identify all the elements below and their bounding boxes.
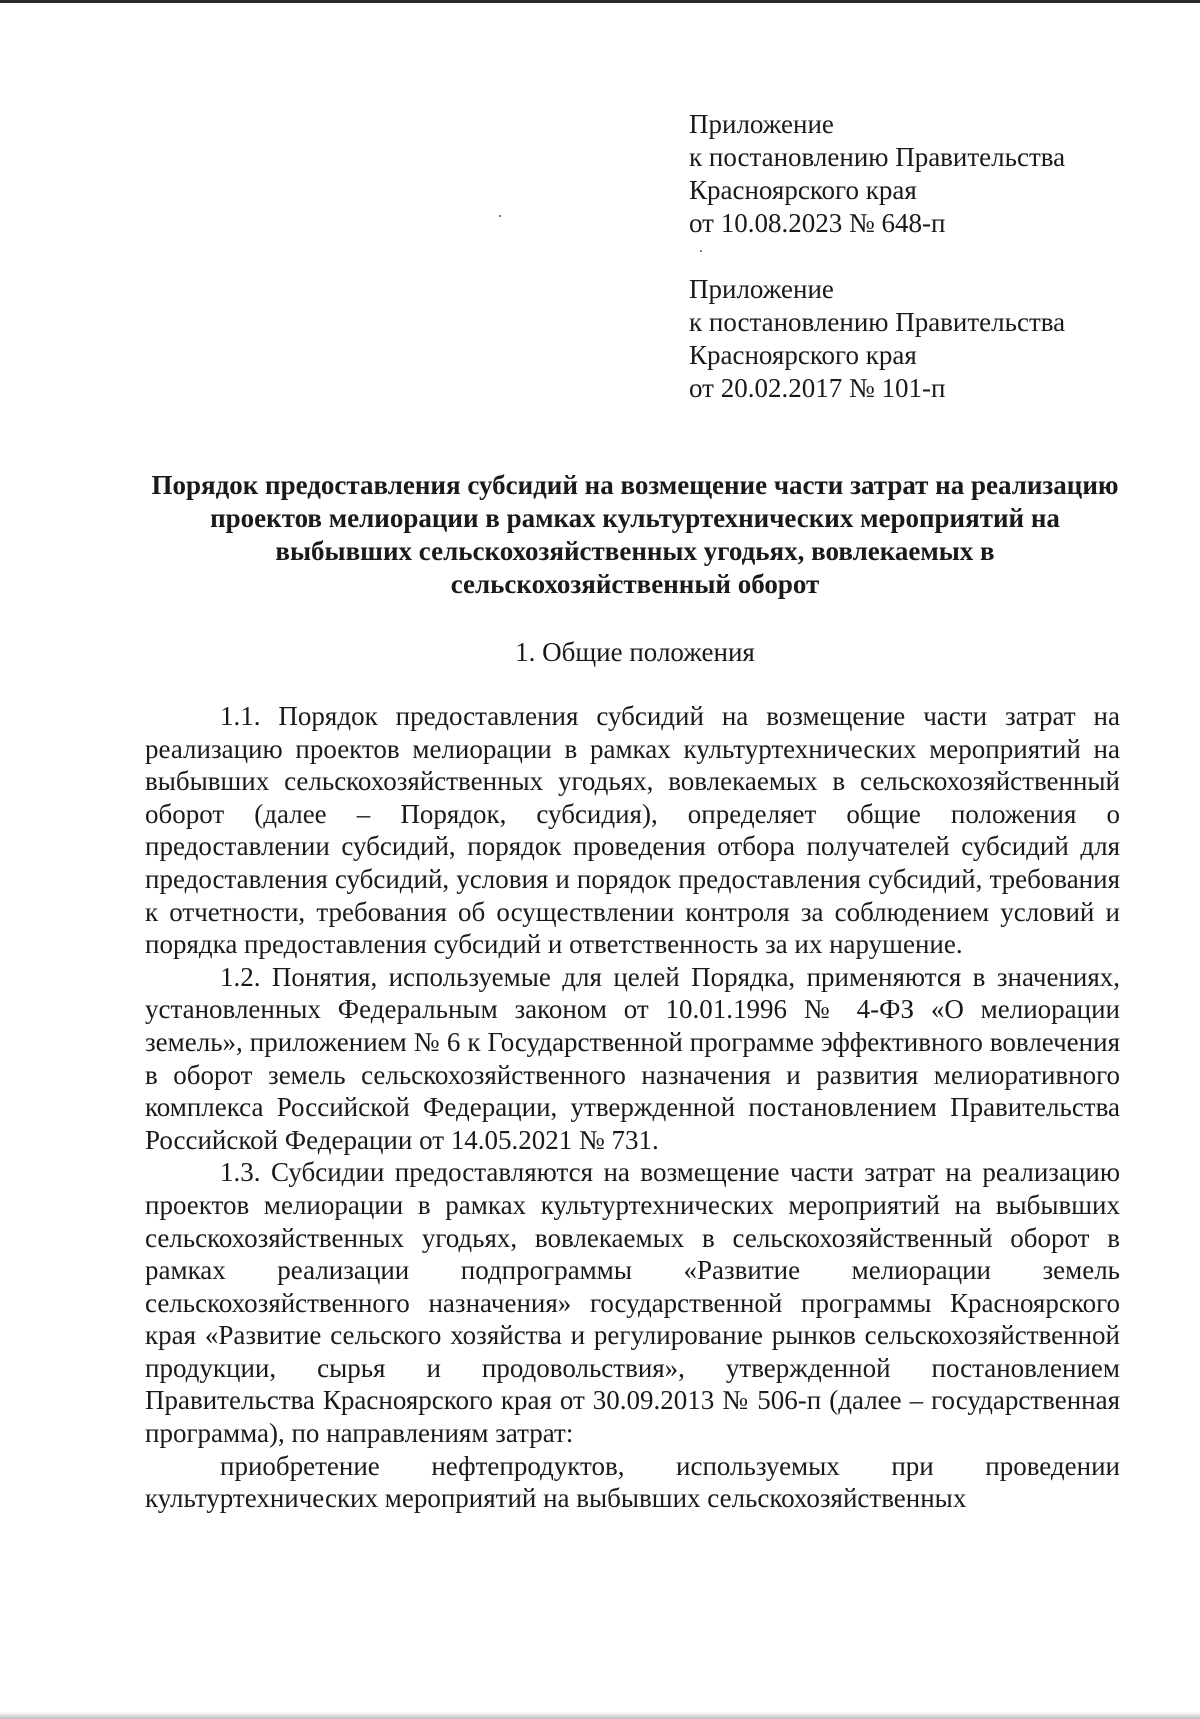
document-title: Порядок предоставления субсидий на возмещение части затрат на реализацию проектов мелиорации в рамках культуртехнических мероприятий на выбывших сельскохозяйственных угодьях, вовлекаемых в сельскохозяйственный оборот <box>151 470 1119 599</box>
appendix-block-current <box>689 108 1065 240</box>
paragraph-cost-item: приобретение нефтепродуктов, используемых при проведении культуртехнических мероприятий на выбывших сельскохозяйственных <box>145 1450 1120 1514</box>
document-body <box>145 700 1120 1515</box>
appendix-region: Красноярского края <box>689 175 917 205</box>
appendix-reference: к постановлению Правительства <box>689 142 1066 172</box>
appendix-date-number: от 20.02.2017 № 101-п <box>689 373 946 403</box>
paragraph-1-1: 1.1. Порядок предоставления субсидий на возмещение части затрат на реализацию проектов мелиорации в рамках культуртехнических мероприятий на выбывших сельскохозяйственных угодьях, вовлекаемых в сельскохозяйственный оборот (далее – Порядок, субсидия), определяет общие положения о предоставлении субсидий, порядок проведения отбора получателей субсидий для предоставления субсидий, условия и порядок предоставления субсидий, требования к отчетности, требования об осуществлении контроля за соблюдением условий и порядка предоставления субсидий и ответственность за их нарушение. <box>145 701 1120 960</box>
scan-speck <box>499 215 501 217</box>
appendix-label: Приложение <box>689 109 834 139</box>
scan-edge-bottom <box>0 1712 1200 1719</box>
scan-speck <box>700 250 702 252</box>
appendix-block-original <box>689 273 1065 405</box>
scan-edge-top <box>0 0 1200 3</box>
appendix-date-number: от 10.08.2023 № 648-п <box>689 208 946 238</box>
appendix-region: Красноярского края <box>689 340 917 370</box>
section-heading: 1. Общие положения <box>515 637 755 667</box>
paragraph-1-3: 1.3. Субсидии предоставляются на возмещение части затрат на реализацию проектов мелиорации в рамках культуртехнических мероприятий на выбывших сельскохозяйственных угодьях, вовлекаемых в сельскохозяйственный оборот в рамках реализации подпрограммы «Развитие мелиорации земель сельскохозяйственного назначения» государственной программы Красноярского края «Развитие сельского хозяйства и регулирование рынков сельскохозяйственной продукции, сырья и продовольствия», утвержденной постановлением Правительства Красноярского края от 30.09.2013 № 506-п (далее – государственная программа), по направлениям затрат: <box>145 1157 1120 1449</box>
appendix-reference: к постановлению Правительства <box>689 307 1066 337</box>
paragraph-1-2: 1.2. Понятия, используемые для целей Порядка, применяются в значениях, установленных Федеральным законом от 10.01.1996 № 4-ФЗ «О мелиорации земель», приложением № 6 к Государственной программе эффективного вовлечения в оборот земель сельскохозяйственного назначения и развития мелиоративного комплекса Российской Федерации, утвержденной постановлением Правительства Российской Федерации от 14.05.2021 № 731. <box>145 961 1120 1155</box>
appendix-label: Приложение <box>689 274 834 304</box>
